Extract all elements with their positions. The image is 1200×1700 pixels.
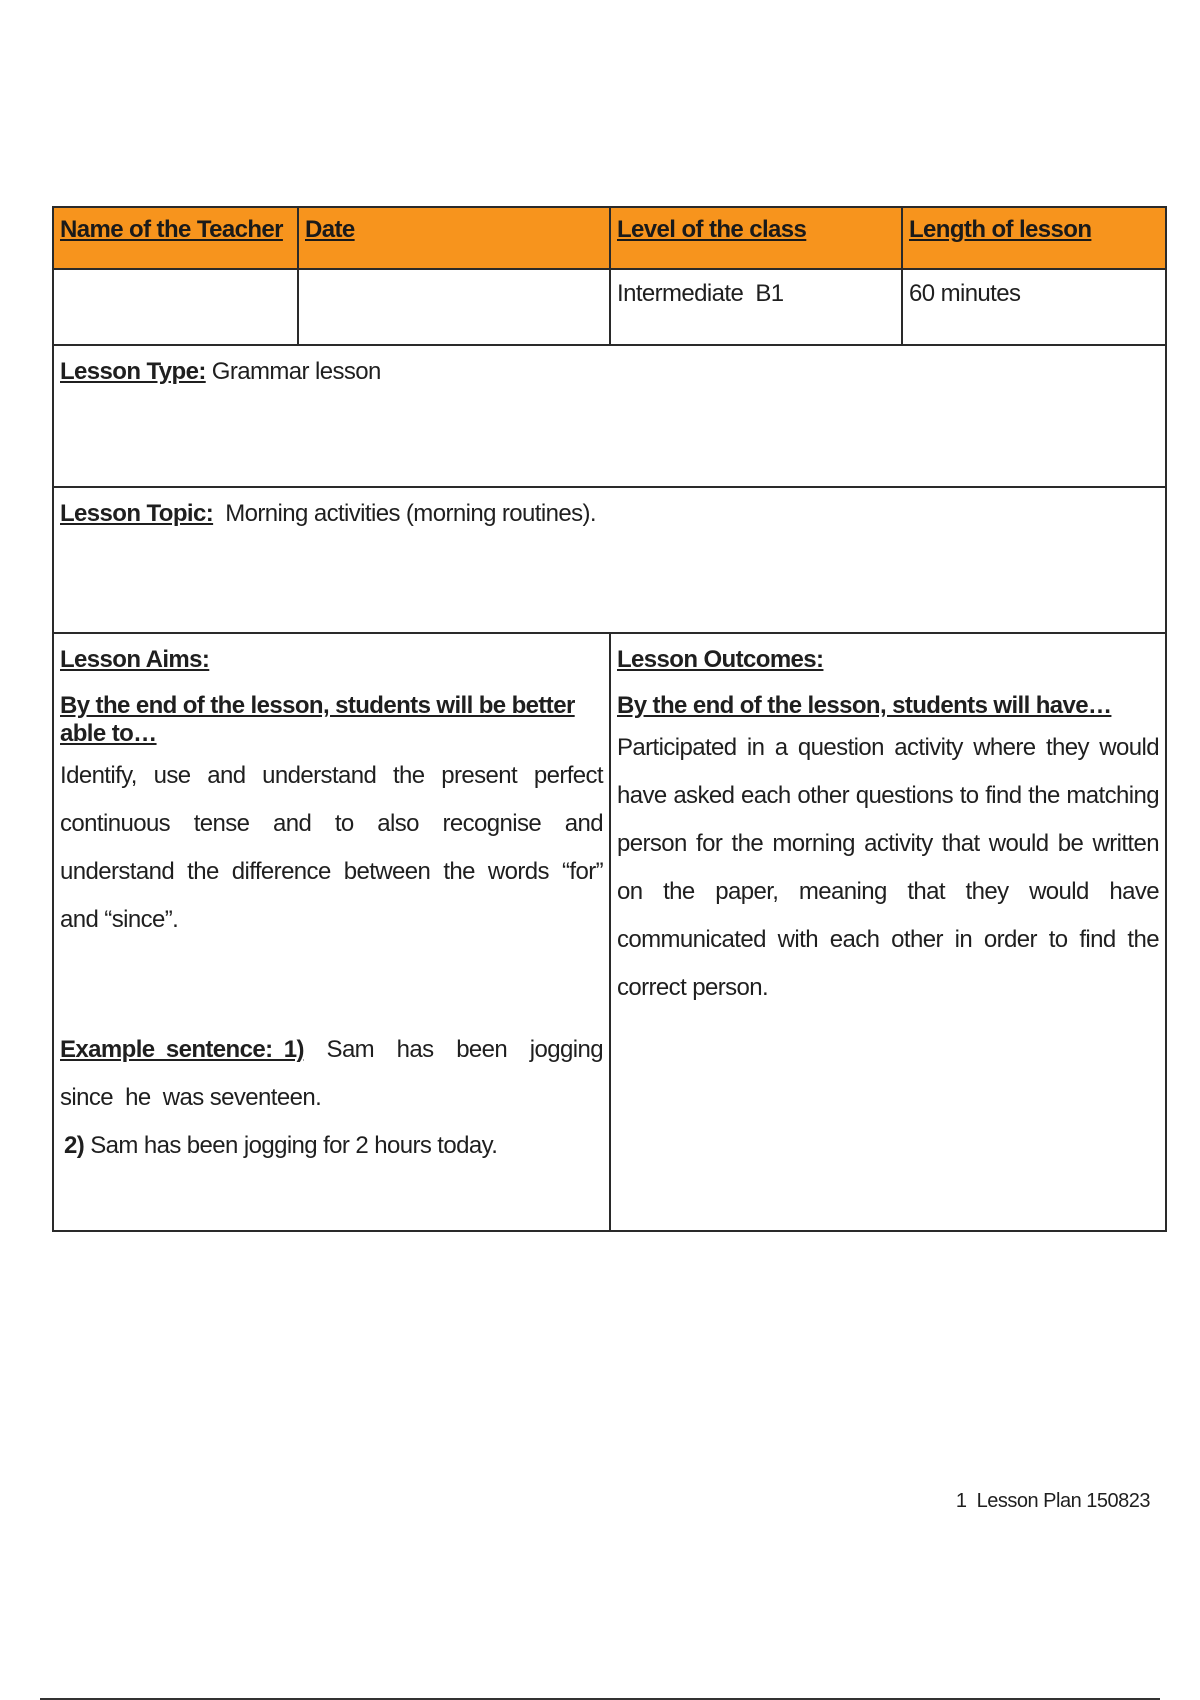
length-header: Length of lesson [902, 207, 1166, 269]
teacher-value [53, 269, 298, 345]
example-label: Example sentence: 1) [60, 1036, 304, 1063]
lesson-outcomes-label: Lesson Outcomes: [617, 646, 824, 673]
lesson-aims-cell [53, 633, 616, 1231]
lesson-topic-label: Lesson Topic: [60, 500, 214, 527]
date-header: Date [298, 207, 610, 269]
lesson-type-label: Lesson Type: [60, 358, 206, 385]
lesson-topic-cell [53, 487, 1166, 633]
lesson-outcomes-text: Participated in a question activity where they would have asked each other questions to find the matching person for the morning activity that would be written on the paper, meaning that they would have communicated with each other in order to find the correct person. [617, 734, 1159, 1001]
info-row [53, 269, 1166, 345]
lesson-topic-value: Morning activities (morning routines). [213, 500, 596, 527]
lesson-plan-table [52, 206, 1167, 1232]
lesson-type-value: Grammar lesson [205, 358, 381, 385]
header-row [53, 207, 1166, 269]
example-1-text: Sam has been jogging since he was seventeen. [60, 1036, 616, 1111]
lesson-aims-subheading: By the end of the lesson, students will be better able to… [60, 692, 575, 747]
lesson-outcomes-cell [610, 633, 1166, 1231]
teacher-header: Name of the Teacher [53, 207, 298, 269]
lesson-aims-label: Lesson Aims: [60, 646, 210, 673]
lesson-topic-row [53, 487, 1166, 633]
footer-page-label: 1 Lesson Plan 150823 [955, 1490, 1150, 1512]
aims-outcomes-row [53, 633, 1166, 1231]
date-value [298, 269, 610, 345]
level-value: Intermediate B1 [610, 269, 902, 345]
lesson-aims-text: Identify, use and understand the present perfect continuous tense and to also recognise and understand the difference between the words “for” and “since”. [60, 762, 603, 933]
lesson-outcomes-subheading: By the end of the lesson, students will have… [617, 692, 1112, 719]
example-2-text: Sam has been jogging for 2 hours today. [84, 1132, 498, 1159]
example-2-number: 2) [64, 1132, 85, 1159]
lesson-type-cell [53, 345, 1166, 487]
level-header: Level of the class [610, 207, 902, 269]
lesson-type-row [53, 345, 1166, 487]
example-sentence-2 [60, 1122, 603, 1170]
example-sentence-1 [60, 1026, 616, 1122]
length-value: 60 minutes [902, 269, 1166, 345]
